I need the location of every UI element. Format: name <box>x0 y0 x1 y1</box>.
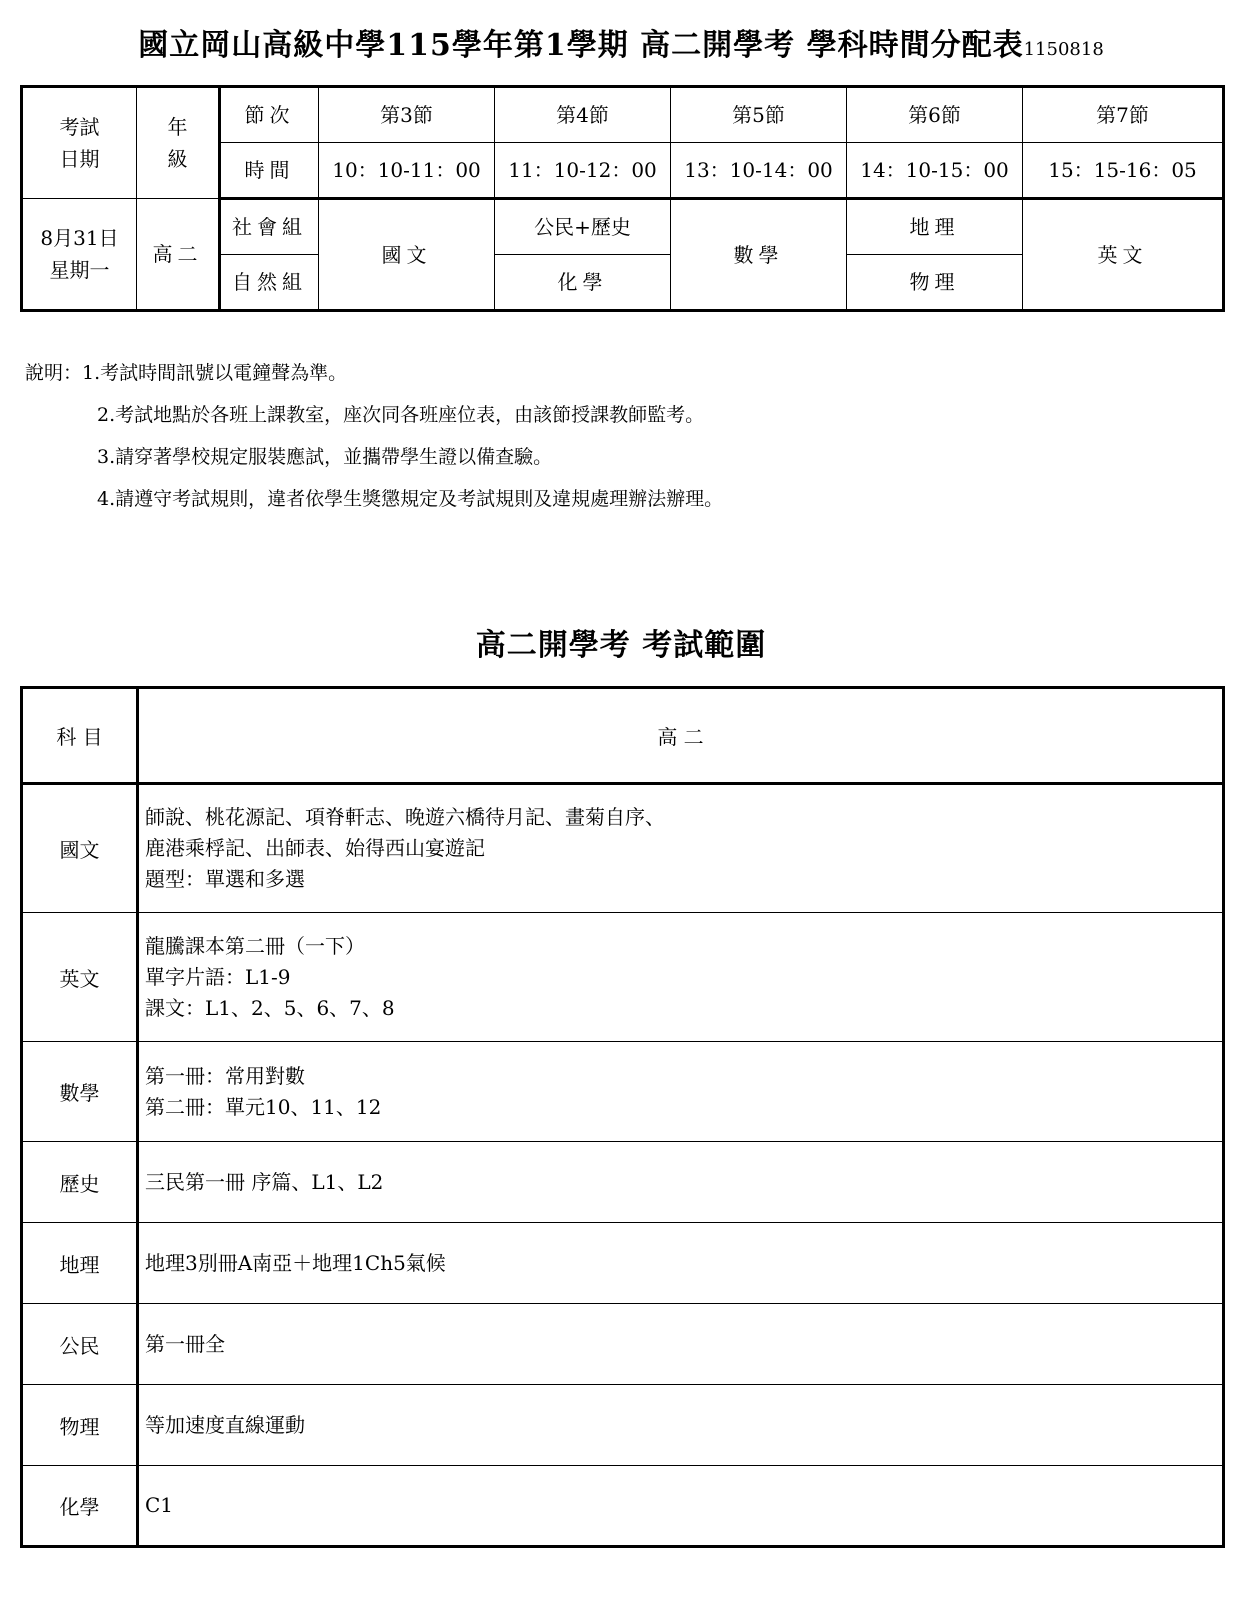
period-5-subject: 數學 <box>671 199 847 311</box>
notes <box>25 352 723 520</box>
scope-table <box>20 686 1225 1548</box>
period-6-subject-social: 地理 <box>847 199 1023 255</box>
subject-header: 科 目 <box>22 688 138 784</box>
period-label: 節次 <box>220 87 319 143</box>
period-3-header: 第3節 <box>319 87 495 143</box>
period-6-header: 第6節 <box>847 87 1023 143</box>
title-main: 國立岡山高級中學115學年第1學期 高二開學考 學科時間分配表 <box>138 28 1024 63</box>
period-7-header: 第7節 <box>1023 87 1224 143</box>
subject-chinese: 國文 <box>22 784 138 913</box>
exam-grade: 高二 <box>137 199 220 311</box>
period-5-time: 13：10-14：00 <box>671 143 847 199</box>
scope-title: 高二開學考 考試範圍 <box>475 628 767 663</box>
scope-english: 龍騰課本第二冊（一下） 單字片語：L1-9 課文：L1、2、5、6、7、8 <box>138 913 1224 1042</box>
schedule-table <box>20 85 1225 312</box>
grade-header: 年 級 <box>137 87 220 199</box>
period-7-time: 15：15-16：05 <box>1023 143 1224 199</box>
period-4-time: 11：10-12：00 <box>495 143 671 199</box>
period-4-header: 第4節 <box>495 87 671 143</box>
date-header: 考試 日期 <box>22 87 137 199</box>
scope-chinese: 師說、桃花源記、項脊軒志、晚遊六橋待月記、畫菊自序、 鹿港乘桴記、出師表、始得西山宴遊記 題型：單選和多選 <box>138 784 1224 913</box>
exam-date: 8月31日 星期一 <box>22 199 137 311</box>
note-item: 4.請遵守考試規則，違者依學生獎懲規定及考試規則及違規處理辦法辦理。 <box>97 488 724 510</box>
scope-civics: 第一冊全 <box>138 1304 1224 1385</box>
subject-geography: 地理 <box>22 1223 138 1304</box>
period-4-subject-social: 公民+歷史 <box>495 199 671 255</box>
note-item: 3.請穿著學校規定服裝應試，並攜帶學生證以備查驗。 <box>97 446 553 468</box>
scope-history: 三民第一冊 序篇、L1、L2 <box>138 1142 1224 1223</box>
period-4-subject-science: 化學 <box>495 255 671 311</box>
scope-chemistry: C1 <box>138 1466 1224 1547</box>
note-item: 2.考試地點於各班上課教室，座次同各班座位表，由該節授課教師監考。 <box>97 404 705 426</box>
period-6-subject-science: 物理 <box>847 255 1023 311</box>
scope-geography: 地理3別冊A南亞＋地理1Ch5氣候 <box>138 1223 1224 1304</box>
subject-history: 歷史 <box>22 1142 138 1223</box>
grade-column-header: 高 二 <box>138 688 1224 784</box>
subject-physics: 物理 <box>22 1385 138 1466</box>
group-social: 社會組 <box>220 199 319 255</box>
subject-math: 數學 <box>22 1042 138 1142</box>
period-3-subject: 國文 <box>319 199 495 311</box>
period-6-time: 14：10-15：00 <box>847 143 1023 199</box>
subject-civics: 公民 <box>22 1304 138 1385</box>
period-3-time: 10：10-11：00 <box>319 143 495 199</box>
period-5-header: 第5節 <box>671 87 847 143</box>
notes-prefix: 說明： <box>25 362 83 384</box>
note-item: 說明：1.考試時間訊號以電鐘聲為準。 <box>25 362 348 384</box>
page-title <box>0 20 1242 64</box>
subject-chemistry: 化學 <box>22 1466 138 1547</box>
scope-math: 第一冊：常用對數 第二冊：單元10、11、12 <box>138 1042 1224 1142</box>
group-science: 自然組 <box>220 255 319 311</box>
subject-english: 英文 <box>22 913 138 1042</box>
period-7-subject: 英文 <box>1023 199 1224 311</box>
document-code: 1150818 <box>1023 39 1104 60</box>
time-label: 時間 <box>220 143 319 199</box>
scope-physics: 等加速度直線運動 <box>138 1385 1224 1466</box>
